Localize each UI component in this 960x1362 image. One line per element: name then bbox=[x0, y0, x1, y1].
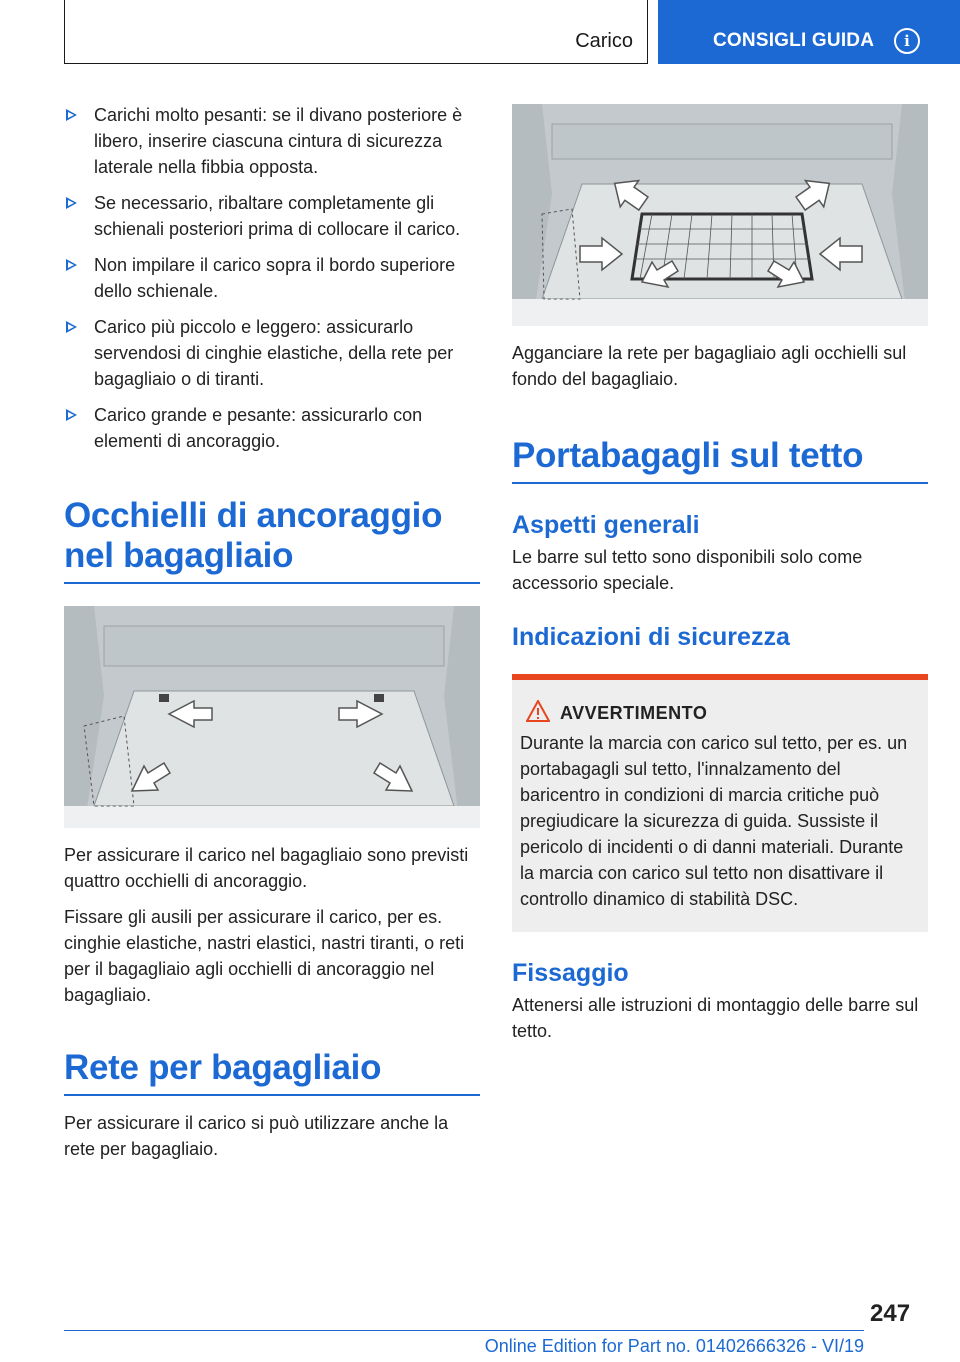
footer-divider bbox=[64, 1330, 864, 1331]
trunk-net-photo bbox=[512, 104, 928, 326]
header-chapter-label: CONSIGLI GUIDA bbox=[713, 30, 875, 51]
list-item: Carico grande e pesante: assicurarlo con elementi di ancoraggio. bbox=[64, 402, 480, 454]
info-icon[interactable]: i bbox=[894, 28, 920, 54]
subsection-title-safety: Indicazioni di sicurezza bbox=[512, 623, 790, 651]
footer-edition: Online Edition for Part no. 01402666326 - VI/19 bbox=[484, 1336, 864, 1356]
paragraph: Per assicurare il carico nel bagagliaio sono previsti quattro occhielli di ancoraggio. bbox=[64, 845, 469, 891]
subsection-title-fixing: Fissaggio bbox=[512, 959, 629, 987]
section-title-luggage-net: Rete per bagagliaio bbox=[64, 1048, 480, 1096]
list-item: Carico più piccolo e leggero: assicurarlo servendosi di cinghie elastiche, della rete per bagagliaio o di tiranti. bbox=[64, 314, 480, 392]
bullet-triangle-icon bbox=[66, 197, 77, 209]
bullet-triangle-icon bbox=[66, 409, 77, 421]
section-title-roof-rack: Portabagagli sul tetto bbox=[512, 436, 928, 484]
bullet-triangle-icon bbox=[66, 259, 77, 271]
bullet-list bbox=[64, 102, 480, 454]
warning-heading bbox=[520, 700, 920, 726]
subsection-title-general: Aspetti generali bbox=[512, 511, 700, 539]
list-item: Non impilare il carico sopra il bordo superiore dello schienale. bbox=[64, 252, 480, 304]
image-caption: Agganciare la rete per bagagliaio agli occhielli sul fondo del bagagliaio. bbox=[512, 343, 907, 389]
page-number: 247 bbox=[870, 1300, 911, 1327]
warning-box bbox=[512, 674, 928, 932]
paragraph: Attenersi alle istruzioni di montaggio delle barre sul tetto. bbox=[512, 995, 919, 1041]
paragraph: Fissare gli ausili per assicurare il carico, per es. cinghie elastiche, nastri elastici, nastri tiranti, o reti per il bagagliaio agli occhielli di ancoraggio nel bagagliaio. bbox=[64, 907, 465, 1005]
trunk-anchor-photo bbox=[64, 606, 480, 828]
warning-triangle-icon bbox=[526, 700, 550, 729]
paragraph: Per assicurare il carico si può utilizzare anche la rete per bagagliaio. bbox=[64, 1113, 449, 1159]
left-column bbox=[64, 102, 480, 1162]
list-item: Carichi molto pesanti: se il divano posteriore è libero, inserire ciascuna cintura di sicurezza laterale nella fibbia opposta. bbox=[64, 102, 480, 180]
list-item: Se necessario, ribaltare completamente gli schienali posteriori prima di collocare il carico. bbox=[64, 190, 480, 242]
bullet-triangle-icon bbox=[66, 109, 77, 121]
right-column bbox=[512, 102, 928, 1044]
section-title-anchor-eyes: Occhielli di ancoraggio nel bagagliaio bbox=[64, 496, 480, 584]
header-chapter-tab[interactable] bbox=[658, 0, 960, 64]
paragraph: Le barre sul tetto sono disponibili solo come accessorio speciale. bbox=[512, 547, 863, 593]
bullet-triangle-icon bbox=[66, 321, 77, 333]
header-section-box bbox=[64, 0, 648, 64]
header-section-title: Carico bbox=[575, 30, 633, 52]
warning-text: Durante la marcia con carico sul tetto, per es. un portabagagli sul tetto, l'innalzamento del baricentro in condizioni di marcia critiche può pregiudicare la sicurezza di guida. Sussiste il pericolo di incidenti o di danni materiali. Durante la marcia con carico sul tetto non disattivare il controllo dinamico di stabilità DSC. bbox=[520, 733, 908, 909]
warning-title: AVVERTIMENTO bbox=[560, 703, 708, 723]
